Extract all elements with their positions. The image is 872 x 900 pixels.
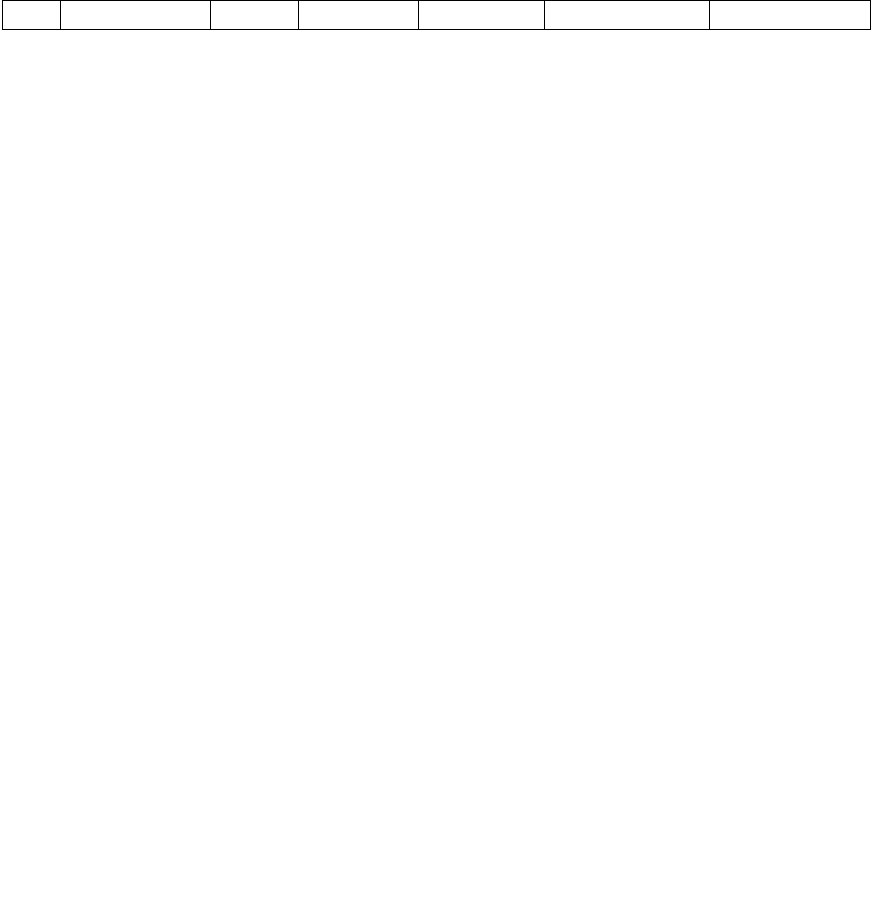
watermark-logo xyxy=(55,48,295,138)
header-mat-tien xyxy=(419,1,545,30)
header-dt xyxy=(211,1,299,30)
price-table xyxy=(2,0,871,30)
header-stt xyxy=(3,1,61,30)
header-duong xyxy=(545,1,710,30)
header-row xyxy=(3,1,871,30)
header-gia xyxy=(710,1,871,30)
header-phan-khu xyxy=(61,1,211,30)
header-huong xyxy=(299,1,419,30)
